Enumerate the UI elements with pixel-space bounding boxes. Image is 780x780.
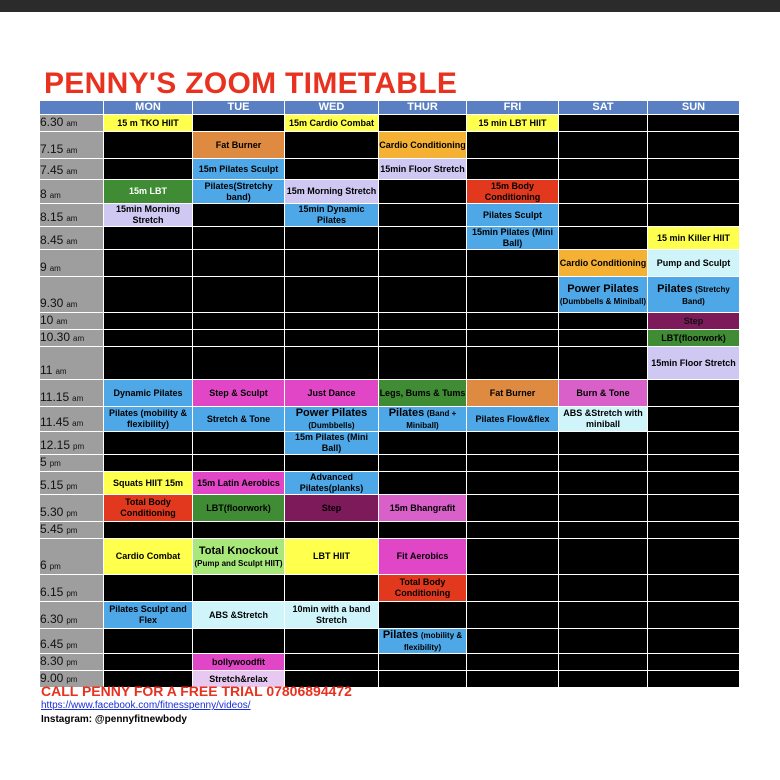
empty-cell (648, 539, 740, 575)
empty-cell (285, 654, 379, 671)
class-cell: Bollywoodfit (bonus class) (379, 347, 467, 380)
corner-cell (40, 101, 104, 115)
time-cell: 10 am (40, 313, 104, 330)
table-row (40, 180, 740, 204)
empty-cell (104, 654, 193, 671)
empty-cell (467, 432, 559, 455)
class-cell: Pilates (mobility & flexibility) (379, 629, 467, 654)
class-cell: Pump and Sculpt (648, 250, 740, 277)
table-row (40, 330, 740, 347)
class-cell: Pilates (Band + Miniball) (379, 407, 467, 432)
time-cell: 6.30 pm (40, 602, 104, 629)
table-row (40, 204, 740, 227)
empty-cell (379, 654, 467, 671)
empty-cell (379, 330, 467, 347)
class-cell: bingowings attack (bonus class) (467, 347, 559, 380)
class-cell: 15min Pilates (Mini Ball) (467, 227, 559, 250)
class-cell: Advanced Pilates(planks) (285, 472, 379, 495)
class-cell: LBT(floorwork) (648, 330, 740, 347)
time-cell: 7.15 am (40, 132, 104, 159)
empty-cell (104, 575, 193, 602)
class-cell: 15m Body Conditioning (467, 180, 559, 204)
empty-cell (104, 455, 193, 472)
empty-cell (648, 629, 740, 654)
empty-cell (559, 495, 648, 522)
class-cell: 15m Bhangrafit (379, 495, 467, 522)
empty-cell (193, 277, 285, 313)
table-row (40, 277, 740, 313)
empty-cell (467, 602, 559, 629)
empty-cell (559, 132, 648, 159)
table-row (40, 250, 740, 277)
empty-cell (648, 180, 740, 204)
facebook-link[interactable]: https://www.facebook.com/fitnesspenny/videos/ (41, 700, 251, 711)
table-row (40, 432, 740, 455)
empty-cell (379, 602, 467, 629)
table-row (40, 115, 740, 132)
time-cell: 6 pm (40, 539, 104, 575)
timetable (39, 100, 740, 688)
class-cell: Pilates (Stretchy Band) (648, 277, 740, 313)
time-cell: 11 am (40, 347, 104, 380)
empty-cell (648, 407, 740, 432)
class-cell: Dynamic Pilates (104, 380, 193, 407)
empty-cell (467, 629, 559, 654)
empty-cell (648, 654, 740, 671)
empty-cell (193, 522, 285, 539)
class-cell: 15m Morning Stretch (285, 180, 379, 204)
class-cell: LBT(floorwork) (193, 495, 285, 522)
empty-cell (559, 330, 648, 347)
empty-cell (379, 313, 467, 330)
class-cell: 15m LBT (104, 180, 193, 204)
empty-cell (559, 522, 648, 539)
time-cell: 10.30 am (40, 330, 104, 347)
empty-cell (559, 347, 648, 380)
table-row (40, 455, 740, 472)
class-cell: bollywoodfit (193, 654, 285, 671)
class-cell: 15min Floor Stretch (648, 347, 740, 380)
empty-cell (193, 629, 285, 654)
empty-cell (467, 472, 559, 495)
day-header-sat: SAT (559, 101, 648, 115)
time-cell: 6.45 pm (40, 629, 104, 654)
empty-cell (648, 522, 740, 539)
empty-cell (104, 227, 193, 250)
empty-cell (559, 629, 648, 654)
time-cell: 5.45 pm (40, 522, 104, 539)
time-cell: 7.45 am (40, 159, 104, 180)
call-to-action: CALL PENNY FOR A FREE TRIAL 07806894472 (41, 683, 352, 699)
empty-cell (285, 277, 379, 313)
class-cell: Pilates Sculpt (467, 204, 559, 227)
empty-cell (559, 204, 648, 227)
empty-cell (379, 115, 467, 132)
class-cell: ABS attack (bonus class) (379, 472, 467, 495)
class-cell: ABS &Stretch with miniball (559, 407, 648, 432)
empty-cell (648, 380, 740, 407)
empty-cell (193, 115, 285, 132)
class-cell: Squats HIIT 15m (104, 472, 193, 495)
class-cell: 15min Dynamic Pilates (285, 204, 379, 227)
empty-cell (285, 455, 379, 472)
class-cell: Fat Burner (193, 132, 285, 159)
class-cell: Burn & Tone (559, 380, 648, 407)
empty-cell (648, 495, 740, 522)
empty-cell (467, 277, 559, 313)
class-cell: Stretch & Tone (193, 407, 285, 432)
class-cell: Just Dance (285, 380, 379, 407)
table-row (40, 313, 740, 330)
empty-cell (193, 204, 285, 227)
empty-cell (379, 250, 467, 277)
empty-cell (648, 575, 740, 602)
empty-cell (559, 455, 648, 472)
empty-cell (193, 227, 285, 250)
empty-cell (467, 495, 559, 522)
class-cell: Legs, Bums & Tums (379, 380, 467, 407)
class-cell: Fit Aerobics (379, 539, 467, 575)
empty-cell (285, 522, 379, 539)
class-cell: Cardio Conditioning (559, 250, 648, 277)
page-title: PENNY'S ZOOM TIMETABLE (44, 67, 458, 100)
empty-cell (285, 250, 379, 277)
class-cell: Pilates (mobility & flexibility) (104, 407, 193, 432)
time-cell: 6.30 am (40, 115, 104, 132)
empty-cell (467, 455, 559, 472)
class-cell: Power Pilates (Dumbbells) (285, 407, 379, 432)
empty-cell (559, 313, 648, 330)
class-cell: 15 min LBT HIIT (467, 115, 559, 132)
empty-cell (104, 250, 193, 277)
empty-cell (285, 330, 379, 347)
time-cell: 8 am (40, 180, 104, 204)
empty-cell (648, 132, 740, 159)
table-row (40, 227, 740, 250)
table-row (40, 575, 740, 602)
footer (41, 683, 741, 727)
empty-cell (193, 575, 285, 602)
empty-cell (104, 432, 193, 455)
empty-cell (467, 250, 559, 277)
class-cell: Total Knockout (Pump and Sculpt HIIT) (193, 539, 285, 575)
empty-cell (285, 629, 379, 654)
class-cell: 10min with a band Stretch (285, 602, 379, 629)
empty-cell (379, 432, 467, 455)
class-cell: Step (285, 495, 379, 522)
day-header-wed: WED (285, 101, 379, 115)
empty-cell (193, 330, 285, 347)
class-cell: Pilates Sculpt and Flex (104, 602, 193, 629)
empty-cell (467, 132, 559, 159)
empty-cell (648, 602, 740, 629)
table-row (40, 522, 740, 539)
class-cell: 15min Floor Stretch (379, 159, 467, 180)
class-cell: Bollywoodfit (bonus class) (104, 347, 193, 380)
empty-cell (104, 629, 193, 654)
time-cell: 9.30 am (40, 277, 104, 313)
time-cell: 11.45 am (40, 407, 104, 432)
empty-cell (467, 159, 559, 180)
day-header-mon: MON (104, 101, 193, 115)
class-cell: Pilates Flow&flex (467, 407, 559, 432)
empty-cell (285, 313, 379, 330)
table-row (40, 602, 740, 629)
table-row (40, 629, 740, 654)
empty-cell (379, 180, 467, 204)
time-cell: 9.00 pm (40, 671, 104, 688)
class-cell: 15 m TKO HIIT (104, 115, 193, 132)
class-cell: Cardio Combat (104, 539, 193, 575)
class-cell: ABS &Stretch (193, 602, 285, 629)
empty-cell (379, 455, 467, 472)
empty-cell (648, 115, 740, 132)
time-cell: 8.15 am (40, 204, 104, 227)
table-row (40, 407, 740, 432)
class-cell: Stretch&relax (193, 671, 285, 688)
class-cell: LBT HIIT (285, 539, 379, 575)
empty-cell (648, 159, 740, 180)
empty-cell (104, 159, 193, 180)
time-cell: 6.15 pm (40, 575, 104, 602)
empty-cell (193, 432, 285, 455)
day-header-tue: TUE (193, 101, 285, 115)
day-header-fri: FRI (467, 101, 559, 115)
empty-cell (559, 180, 648, 204)
empty-cell (285, 227, 379, 250)
top-bar (0, 0, 780, 12)
empty-cell (379, 227, 467, 250)
class-cell: Loop bands (bonus class) (559, 227, 648, 250)
empty-cell (104, 132, 193, 159)
time-cell: 12.15 pm (40, 432, 104, 455)
time-cell: 9 am (40, 250, 104, 277)
empty-cell (104, 277, 193, 313)
empty-cell (104, 330, 193, 347)
class-cell: Step (648, 313, 740, 330)
class-cell: Loop bands (bonus class) (285, 347, 379, 380)
empty-cell (379, 522, 467, 539)
empty-cell (559, 602, 648, 629)
empty-cell (379, 204, 467, 227)
empty-cell (648, 204, 740, 227)
day-header-sun: SUN (648, 101, 740, 115)
empty-cell (285, 575, 379, 602)
time-cell: 11.15 am (40, 380, 104, 407)
empty-cell (559, 432, 648, 455)
empty-cell (104, 522, 193, 539)
class-cell: ABS attack (bonus class) (193, 347, 285, 380)
day-header-thur: THUR (379, 101, 467, 115)
empty-cell (559, 539, 648, 575)
empty-cell (193, 455, 285, 472)
time-cell: 8.30 pm (40, 654, 104, 671)
empty-cell (379, 277, 467, 313)
empty-cell (648, 432, 740, 455)
table-row (40, 159, 740, 180)
table-row (40, 472, 740, 495)
empty-cell (648, 455, 740, 472)
header-row (40, 101, 740, 115)
table-row (40, 347, 740, 380)
empty-cell (559, 575, 648, 602)
class-cell: Power Pilates (Dumbbells & Miniball) (559, 277, 648, 313)
empty-cell (559, 115, 648, 132)
class-cell: Fat Burner (467, 380, 559, 407)
class-cell: Step & Sculpt (193, 380, 285, 407)
empty-cell (648, 472, 740, 495)
time-cell: 5.15 pm (40, 472, 104, 495)
empty-cell (285, 132, 379, 159)
class-cell: 15m Cardio Combat (285, 115, 379, 132)
instagram-handle: Instagram: @pennyfitnewbody (41, 714, 187, 725)
time-cell: 5 pm (40, 455, 104, 472)
time-cell: 8.45 am (40, 227, 104, 250)
empty-cell (467, 539, 559, 575)
empty-cell (467, 522, 559, 539)
table-row (40, 380, 740, 407)
empty-cell (559, 654, 648, 671)
class-cell: Total Body Conditioning (379, 575, 467, 602)
empty-cell (467, 575, 559, 602)
class-cell: 15m Pilates Sculpt (193, 159, 285, 180)
class-cell: 15m Latin Aerobics (193, 472, 285, 495)
class-cell: Cardio Conditioning (379, 132, 467, 159)
empty-cell (467, 330, 559, 347)
empty-cell (193, 250, 285, 277)
table-row (40, 495, 740, 522)
empty-cell (559, 472, 648, 495)
class-cell: 15min Morning Stretch (104, 204, 193, 227)
class-cell: 15m Pilates (Mini Ball) (285, 432, 379, 455)
empty-cell (467, 654, 559, 671)
time-cell: 5.30 pm (40, 495, 104, 522)
empty-cell (285, 159, 379, 180)
class-cell: 15 min Killer HIIT (648, 227, 740, 250)
table-row (40, 539, 740, 575)
empty-cell (559, 159, 648, 180)
table-row (40, 654, 740, 671)
empty-cell (467, 313, 559, 330)
empty-cell (104, 313, 193, 330)
table-row (40, 132, 740, 159)
class-cell: Pilates(Stretchy band) (193, 180, 285, 204)
class-cell: Total Body Conditioning (104, 495, 193, 522)
empty-cell (193, 313, 285, 330)
